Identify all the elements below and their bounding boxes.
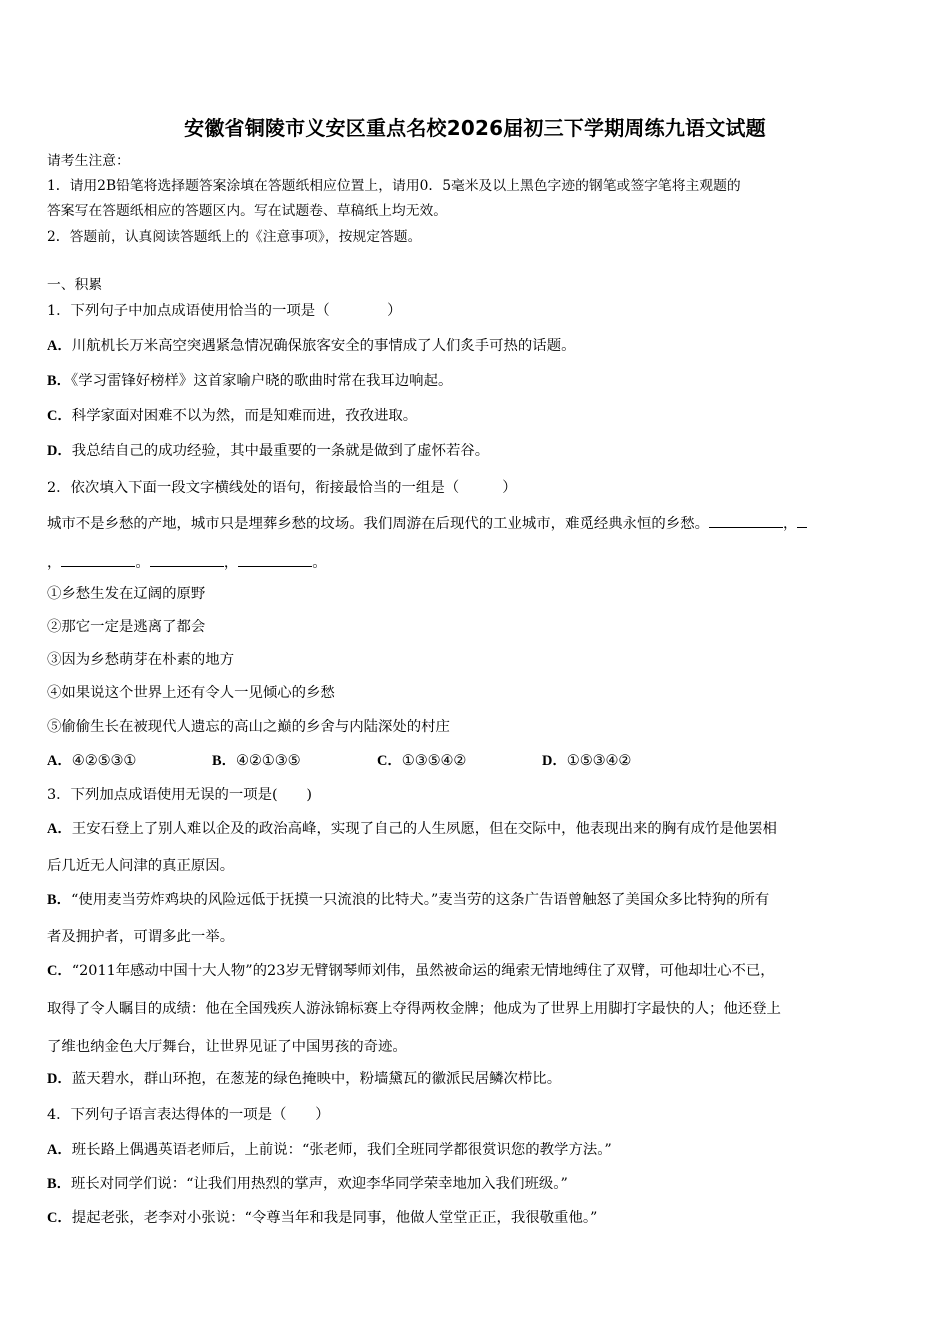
section-heading: 一、积累 xyxy=(47,277,103,293)
q3-stem: 3．下列加点成语使用无误的一项是( ) xyxy=(47,787,313,803)
q3-option-a-line-1: A．王安石登上了别人难以企及的政治高峰，实现了自己的人生夙愿，但在交际中，他表现出来的胸有成竹是他罢相 xyxy=(47,821,777,837)
q4-stem: 4．下列句子语言表达得体的一项是（ ） xyxy=(47,1107,330,1123)
q1-option-c: C．科学家面对困难不以为然，而是知难而进，孜孜进取。 xyxy=(47,408,418,424)
q1-option-a: A．川航机长万米高空突遇紧急情况确保旅客安全的事情成了人们炙手可热的话题。 xyxy=(47,338,576,354)
page-title: 安徽省铜陵市义安区重点名校2026届初三下学期周练九语文试题 xyxy=(184,116,766,140)
q4-option-a: A．班长路上偶遇英语老师后，上前说：“张老师，我们全班同学都很赏识您的教学方法。” xyxy=(47,1142,612,1158)
q2-item-2: ②那它一定是逃离了都会 xyxy=(47,619,206,635)
q4-option-c: C．提起老张，老李对小张说：“令尊当年和我是同事，他做人堂堂正正，我很敬重他。” xyxy=(47,1210,598,1226)
q2-blank-5 xyxy=(238,554,312,567)
q3-option-d: D．蓝天碧水，群山环抱，在葱茏的绿色掩映中，粉墙黛瓦的徽派民居鳞次栉比。 xyxy=(47,1071,562,1087)
q2-choice-b: B．④②①③⑤ xyxy=(212,753,301,769)
q2-blank-4 xyxy=(150,554,224,567)
q2-passage-line-2: ， 。 ， 。 xyxy=(47,555,327,571)
q2-blank-1 xyxy=(709,515,783,528)
q3-option-b-line-1: B．“使用麦当劳炸鸡块的风险远低于抚摸一只流浪的比特犬。”麦当劳的这条广告语曾触怒了美国众多比特狗的所有 xyxy=(47,892,770,908)
q2-item-3: ③因为乡愁萌芽在朴素的地方 xyxy=(47,652,235,668)
q2-blank-2 xyxy=(797,515,807,528)
notice-item-2: 2．答题前，认真阅读答题纸上的《注意事项》，按规定答题。 xyxy=(47,229,422,245)
q1-option-b: B．《学习雷锋好榜样》这首家喻户晓的歌曲时常在我耳边响起。 xyxy=(47,373,453,389)
q2-choice-d: D．①⑤③④② xyxy=(542,753,632,769)
q2-choice-c: C．①③⑤④② xyxy=(377,753,467,769)
q2-stem: 2．依次填入下面一段文字横线处的语句，衔接最恰当的一组是（ ） xyxy=(47,480,517,496)
q3-option-c-line-2: 取得了令人瞩目的成绩：他在全国残疾人游泳锦标赛上夺得两枚金牌；他成为了世界上用脚打字最快的人；他还登上 xyxy=(47,1001,781,1017)
q2-item-5: ⑤偷偷生长在被现代人遗忘的高山之巅的乡舍与内陆深处的村庄 xyxy=(47,719,450,735)
q1-stem: 1．下列句子中加点成语使用恰当的一项是（ ） xyxy=(47,303,402,319)
q3-option-b-line-2: 者及拥护者，可谓多此一举。 xyxy=(47,929,235,945)
notice-heading: 请考生注意： xyxy=(47,153,130,169)
q2-passage-line-1: 城市不是乡愁的产地，城市只是埋葬乡愁的坟场。我们周游在后现代的工业城市，难觅经典永恒的乡愁。 ， xyxy=(47,515,807,533)
q4-option-b: B．班长对同学们说：“让我们用热烈的掌声，欢迎李华同学荣幸地加入我们班级。” xyxy=(47,1176,568,1192)
q2-blank-3 xyxy=(61,554,135,567)
q3-option-c-line-3: 了维也纳金色大厅舞台，让世界见证了中国男孩的奇迹。 xyxy=(47,1039,407,1055)
q2-item-1: ①乡愁生发在辽阔的原野 xyxy=(47,586,206,602)
q2-choice-a: A．④②⑤③① xyxy=(47,753,137,769)
q3-option-c-line-1: C．“2011年感动中国十大人物”的23岁无臂钢琴师刘伟，虽然被命运的绳索无情地缚住了双臂，可他却壮心不已， xyxy=(47,963,775,979)
q3-option-a-line-2: 后几近无人问津的真正原因。 xyxy=(47,858,235,874)
q1-option-d: D．我总结自己的成功经验，其中最重要的一条就是做到了虚怀若谷。 xyxy=(47,443,490,459)
q2-item-4: ④如果说这个世界上还有令人一见倾心的乡愁 xyxy=(47,685,335,701)
notice-item-1-line-1: 1．请用2B铅笔将选择题答案涂填在答题纸相应位置上，请用0．5毫米及以上黑色字迹的钢笔或签字笔将主观题的 xyxy=(47,178,741,194)
notice-item-1-line-2: 答案写在答题纸相应的答题区内。写在试题卷、草稿纸上均无效。 xyxy=(47,203,448,219)
